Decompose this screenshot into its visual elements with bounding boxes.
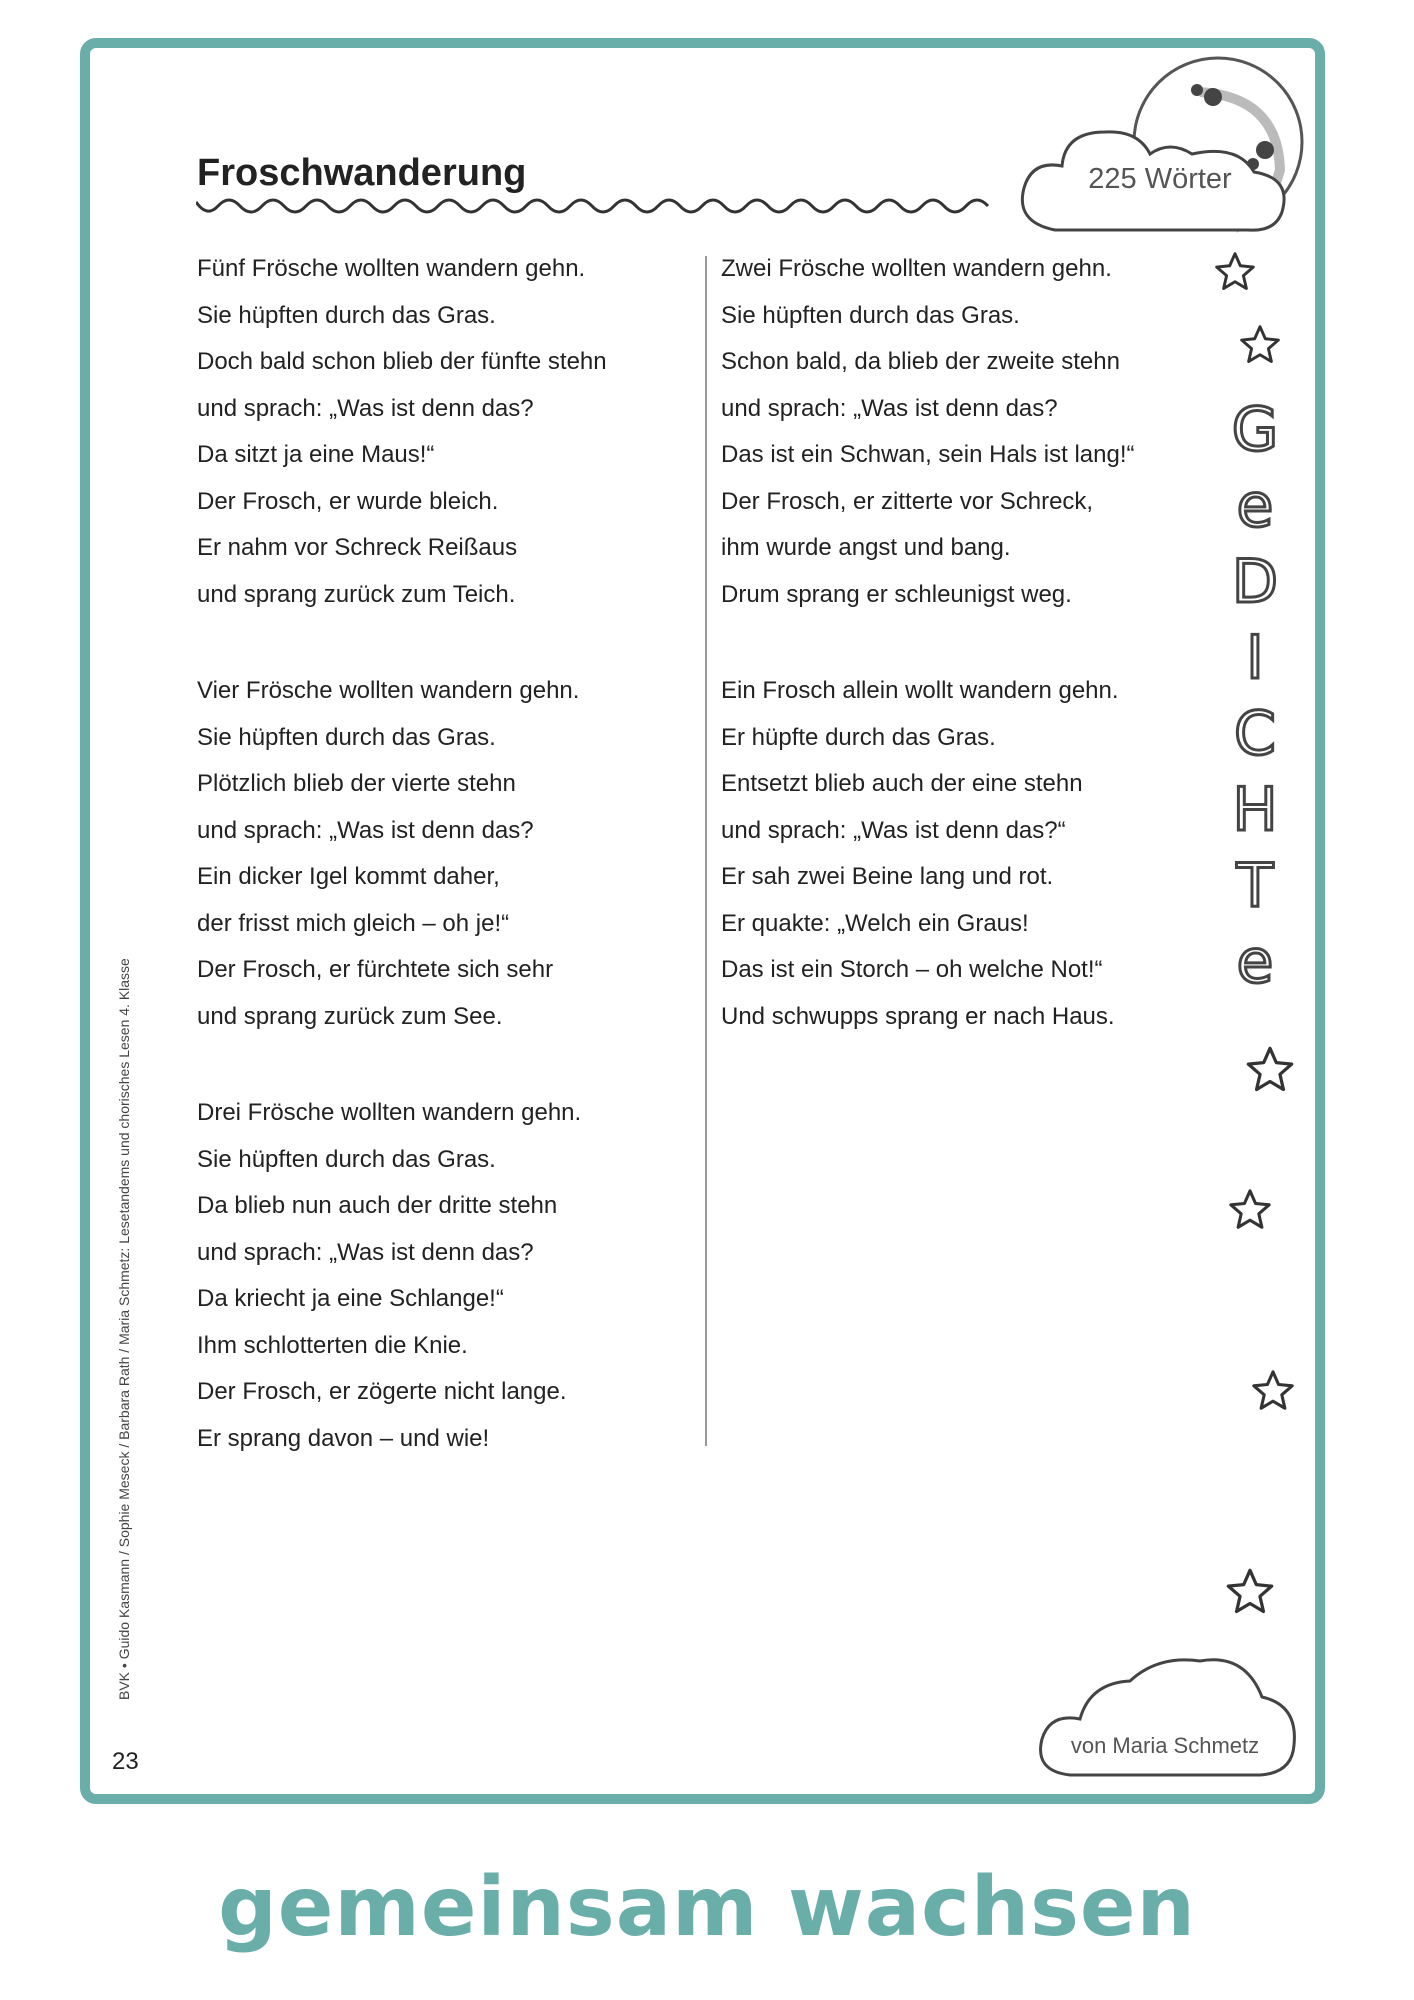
star-outline-icon	[1250, 1368, 1296, 1414]
poem-stanza	[721, 668, 1135, 1040]
poem-line: Er nahm vor Schreck Reißaus	[197, 534, 518, 561]
poem-line: und sprach: „Was ist denn das?	[721, 394, 1058, 422]
moon-cloud-icon	[1010, 52, 1310, 252]
poem-line: Der Frosch, er zögerte nicht lange.	[197, 1378, 567, 1405]
title-wave-underline	[196, 198, 996, 220]
poem-line: Schon bald, da blieb der zweite stehn	[721, 348, 1120, 375]
poem-line: Sie hüpften durch das Gras.	[197, 301, 496, 329]
brand-slogan: gemeinsam wachsen	[218, 1860, 1196, 1955]
poem-line: Er quakte: „Welch ein Graus!	[721, 909, 1029, 937]
side-letter: C	[1234, 699, 1276, 769]
poem-line: Und schwupps sprang er nach Haus.	[721, 1002, 1115, 1030]
star-outline-icon	[1238, 323, 1282, 367]
side-letter: H	[1232, 775, 1278, 845]
poem-line: Sie hüpften durch das Gras.	[197, 723, 496, 751]
star-outline-icon	[1213, 250, 1257, 294]
side-letter: T	[1236, 851, 1274, 921]
poem-line: Ihm schlotterten die Knie.	[197, 1331, 468, 1359]
poem-line: Drum sprang er schleunigst weg.	[721, 580, 1072, 608]
poem-stanza	[197, 1090, 607, 1462]
poem-line: Da kriecht ja eine Schlange!“	[197, 1285, 504, 1312]
poem-line: Doch bald schon blieb der fünfte stehn	[197, 348, 607, 375]
word-count-label: 225 Wörter	[1088, 163, 1232, 195]
poem-line: Drei Frösche wollten wandern gehn.	[197, 1099, 582, 1126]
star-outline-icon	[1244, 1044, 1296, 1096]
poem-line: Zwei Frösche wollten wandern gehn.	[721, 255, 1112, 282]
poem-line: Der Frosch, er zitterte vor Schreck,	[721, 487, 1094, 515]
poem-stanza	[197, 668, 607, 1040]
poem-line: und sprang zurück zum See.	[197, 1002, 503, 1030]
poem-line: Der Frosch, er fürchtete sich sehr	[197, 956, 554, 983]
poem-stanza	[197, 246, 607, 618]
side-letter: e	[1236, 471, 1274, 541]
poem-stanza	[721, 246, 1135, 618]
poem-line: und sprang zurück zum Teich.	[197, 580, 516, 608]
poem-line: Ein dicker Igel kommt daher,	[197, 863, 500, 890]
gedichte-vertical-lettering	[1215, 390, 1295, 1010]
poem-line: Sie hüpften durch das Gras.	[721, 301, 1020, 329]
poem-line: Vier Frösche wollten wandern gehn.	[197, 677, 580, 704]
poem-line: Da blieb nun auch der dritte stehn	[197, 1192, 558, 1219]
poem-line: ihm wurde angst und bang.	[721, 534, 1011, 561]
poem-line: der frisst mich gleich – oh je!“	[197, 909, 510, 937]
poem-line: Das ist ein Storch – oh welche Not!“	[721, 956, 1103, 983]
publisher-credit: BVK • Guido Kasmann / Sophie Meseck / Barbara Rath / Maria Schmetz: Lesetandems und chorisches Lesen 4. Klasse	[116, 958, 132, 1700]
poem-line: Da sitzt ja eine Maus!“	[197, 441, 435, 468]
poem-line: Ein Frosch allein wollt wandern gehn.	[721, 677, 1119, 704]
column-divider	[705, 256, 707, 1446]
poem-line: Der Frosch, er wurde bleich.	[197, 487, 499, 515]
poem-line: Plötzlich blieb der vierte stehn	[197, 770, 516, 797]
poem-line: Das ist ein Schwan, sein Hals ist lang!“	[721, 441, 1135, 468]
side-letter: D	[1231, 547, 1279, 617]
poem-title: Froschwanderung	[197, 152, 527, 194]
side-letter: e	[1236, 927, 1274, 997]
page-number: 23	[112, 1748, 139, 1775]
poem-line: Er hüpfte durch das Gras.	[721, 723, 996, 751]
poem-column-left	[197, 246, 607, 1512]
poem-line: Er sprang davon – und wie!	[197, 1424, 490, 1452]
star-outline-icon	[1227, 1187, 1273, 1233]
poem-line: und sprach: „Was ist denn das?	[197, 1238, 534, 1266]
side-letter: G	[1231, 395, 1279, 465]
poem-line: Fünf Frösche wollten wandern gehn.	[197, 255, 586, 282]
star-outline-icon	[1224, 1566, 1276, 1618]
poem-line: Entsetzt blieb auch der eine stehn	[721, 770, 1083, 797]
poem-column-right	[721, 246, 1135, 1090]
side-letter: I	[1246, 623, 1264, 693]
poem-line: und sprach: „Was ist denn das?“	[721, 816, 1066, 844]
poem-line: Sie hüpften durch das Gras.	[197, 1145, 496, 1173]
poem-line: Er sah zwei Beine lang und rot.	[721, 863, 1054, 890]
cloud-icon	[1030, 1635, 1310, 1785]
poem-line: und sprach: „Was ist denn das?	[197, 394, 534, 422]
author-label: von Maria Schmetz	[1070, 1733, 1260, 1758]
poem-line: und sprach: „Was ist denn das?	[197, 816, 534, 844]
